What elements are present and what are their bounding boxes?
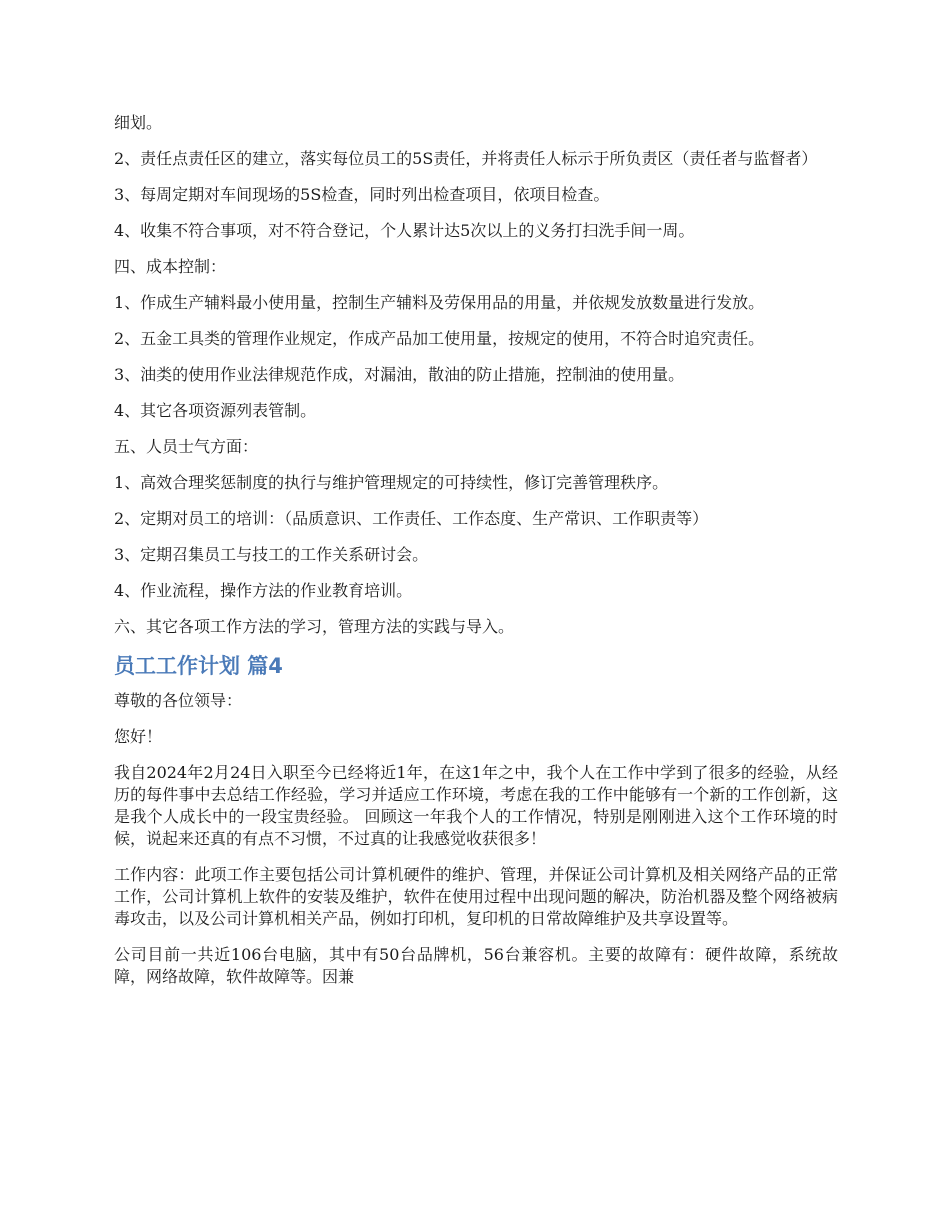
section-label: 六、其它各项工作方法的学习，管理方法的实践与导入。	[114, 617, 515, 636]
paragraph: 2、五金工具类的管理作业规定，作成产品加工使用量，按规定的使用，不符合时追究责任。	[114, 329, 765, 348]
section-label: 五、人员士气方面：	[114, 437, 259, 456]
document-page	[114, 112, 838, 1002]
paragraph: 我自2024年2月24日入职至今已经将近1年，在这1年之中，我个人在工作中学到了很多的经验，从经历的每件事中去总结工作经验，学习并适应工作环境，考虑在我的工作中能够有一个新的工作创新，这是我个人成长中的一段宝贵经验。 回顾这一年我个人的工作情况，特别是刚刚进入这个工作环境的时候，说起来还真的有点不习惯，不过真的让我感觉收获很多！	[114, 763, 838, 848]
paragraph: 4、作业流程，操作方法的作业教育培训。	[114, 581, 413, 600]
paragraph: 工作内容：此项工作主要包括公司计算机硬件的维护、管理，并保证公司计算机及相关网络产品的正常工作，公司计算机上软件的安装及维护，软件在使用过程中出现问题的解决，防治机器及整个网络被病毒攻击，以及公司计算机相关产品，例如打印机，复印机的日常故障维护及共享设置等。	[114, 865, 838, 928]
paragraph: 3、每周定期对车间现场的5S检查，同时列出检查项目，依项目检查。	[114, 185, 610, 204]
salutation: 尊敬的各位领导：	[114, 691, 243, 710]
paragraph: 3、油类的使用作业法律规范作成，对漏油，散油的防止措施，控制油的使用量。	[114, 365, 685, 384]
paragraph: 3、定期召集员工与技工的工作关系研讨会。	[114, 545, 429, 564]
paragraph: 1、作成生产辅料最小使用量，控制生产辅料及劳保用品的用量，并依规发放数量进行发放。	[114, 293, 765, 312]
section-heading: 员工工作计划 篇4	[114, 654, 283, 678]
paragraph: 2、定期对员工的培训：（品质意识、工作责任、工作态度、生产常识、工作职责等）	[114, 509, 709, 528]
paragraph: 4、其它各项资源列表管制。	[114, 401, 317, 420]
paragraph: 1、高效合理奖惩制度的执行与维护管理规定的可持续性，修订完善管理秩序。	[114, 473, 669, 492]
section-label: 四、成本控制：	[114, 257, 227, 276]
paragraph: 4、收集不符合事项，对不符合登记，个人累计达5次以上的义务打扫洗手间一周。	[114, 221, 695, 240]
greeting: 您好！	[114, 727, 163, 746]
paragraph: 公司目前一共近106台电脑，其中有50台品牌机，56台兼容机。主要的故障有：硬件故障，系统故障，网络故障，软件故障等。因兼	[114, 945, 838, 986]
paragraph: 细划。	[114, 113, 163, 132]
paragraph: 2、责任点责任区的建立，落实每位员工的5S责任，并将责任人标示于所负责区（责任者与监督者）	[114, 149, 818, 168]
